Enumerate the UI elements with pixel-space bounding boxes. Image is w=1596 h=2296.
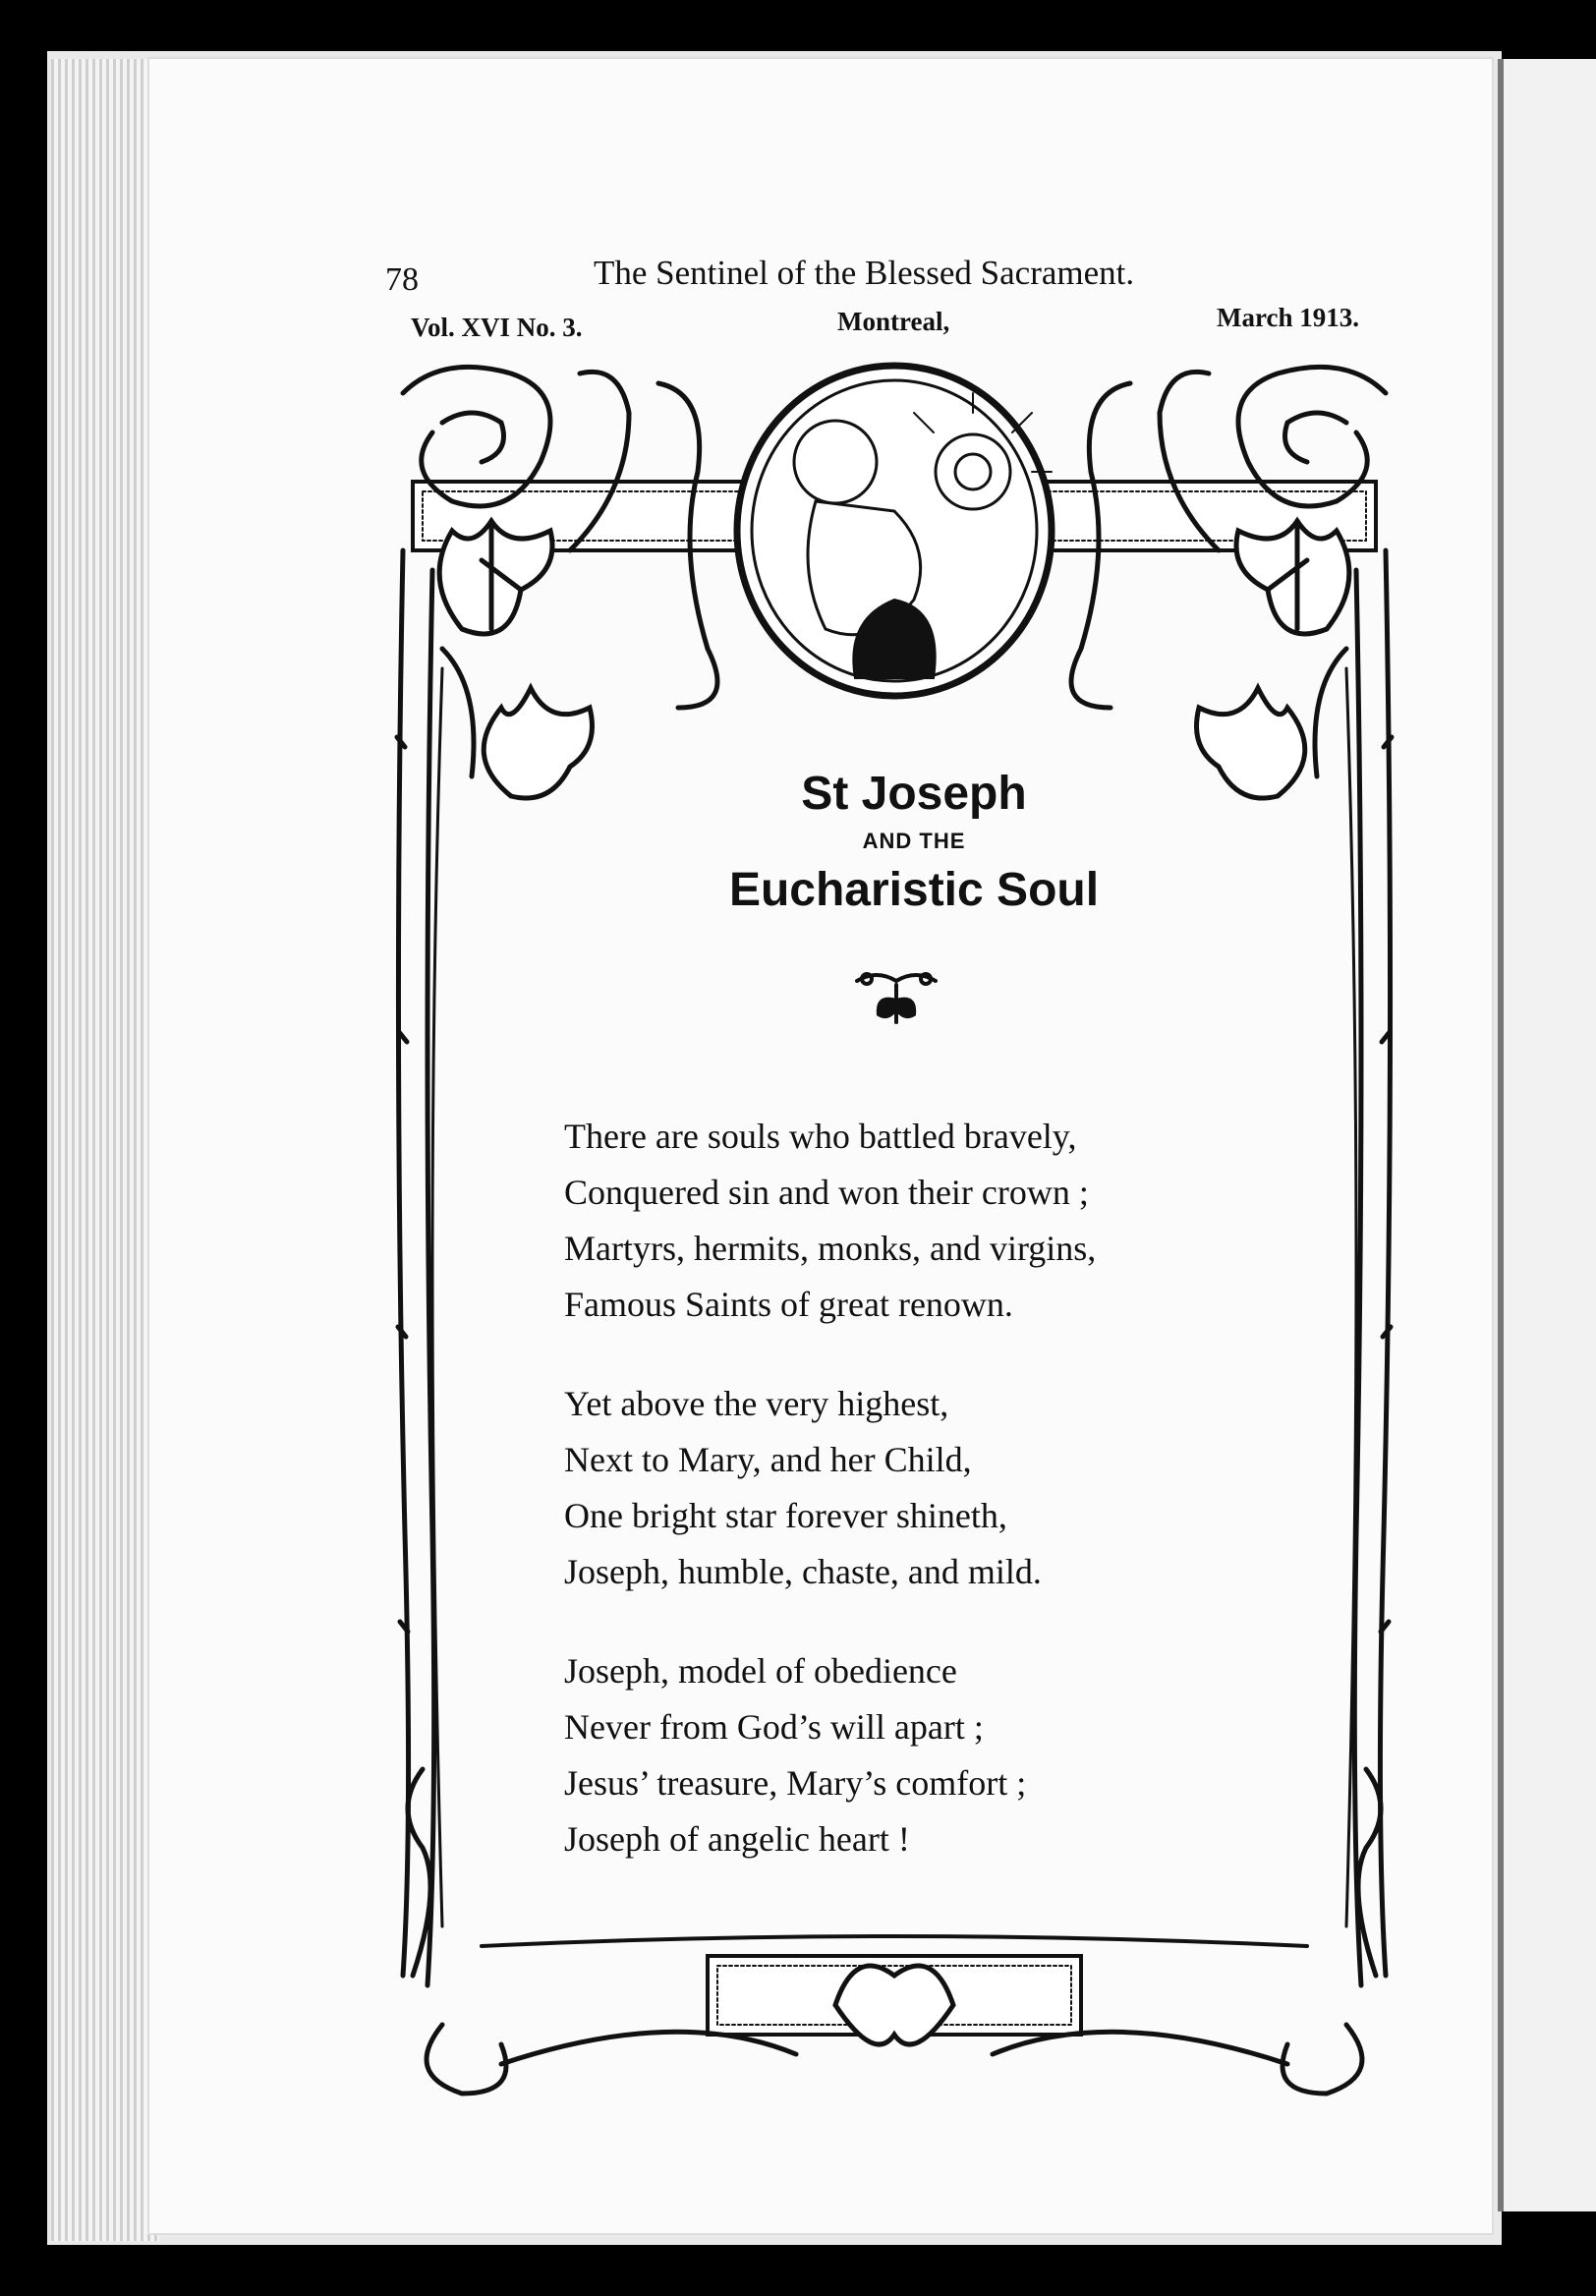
stanza-2 — [564, 1376, 1272, 1600]
stanza-3 — [564, 1643, 1272, 1867]
verse-line: Martyrs, hermits, monks, and virgins, — [564, 1229, 1097, 1268]
poem-subtitle: Eucharistic Soul — [728, 864, 1100, 916]
right-lily-icon — [1197, 521, 1349, 798]
left-vine — [397, 550, 434, 1985]
page-edges — [51, 59, 159, 2241]
verse-line: Jesus’ treasure, Mary’s comfort ; — [564, 1763, 1027, 1803]
verse-line: Joseph, model of obedience — [564, 1651, 957, 1691]
issue-date: March 1913. — [1217, 303, 1359, 332]
verse-line: Conquered sin and won their crown ; — [564, 1173, 1089, 1212]
verse-line: One bright star forever shineth, — [564, 1496, 1007, 1535]
verse-line: Joseph of angelic heart ! — [564, 1819, 910, 1859]
right-vine — [1354, 550, 1392, 1985]
volume-number: Vol. XVI No. 3. — [411, 313, 583, 342]
verse-line: Joseph, humble, chaste, and mild. — [564, 1552, 1042, 1591]
poem-title: St Joseph — [801, 768, 1027, 820]
verse-line: There are souls who battled bravely, — [564, 1117, 1077, 1156]
publication-place: Montreal, — [837, 307, 950, 336]
saint-joseph-medallion — [737, 366, 1052, 696]
stanza-1 — [564, 1109, 1272, 1333]
verse-line: Next to Mary, and her Child, — [564, 1440, 972, 1479]
issue-line — [411, 303, 1394, 342]
poem-title-connector: AND THE — [862, 829, 966, 853]
journal-title: The Sentinel of the Blessed Sacrament. — [594, 254, 1135, 292]
verse-line: Yet above the very highest, — [564, 1384, 949, 1423]
poem-title-block — [609, 767, 1219, 920]
facing-page — [1498, 59, 1596, 2211]
running-header — [385, 254, 1378, 298]
poem-body — [564, 1109, 1272, 1911]
fleuron-icon — [847, 965, 945, 1028]
left-lily-icon — [439, 521, 592, 798]
verse-line: Never from God’s will apart ; — [564, 1707, 984, 1747]
verse-line: Famous Saints of great renown. — [564, 1285, 1013, 1324]
page-number: 78 — [385, 261, 419, 298]
